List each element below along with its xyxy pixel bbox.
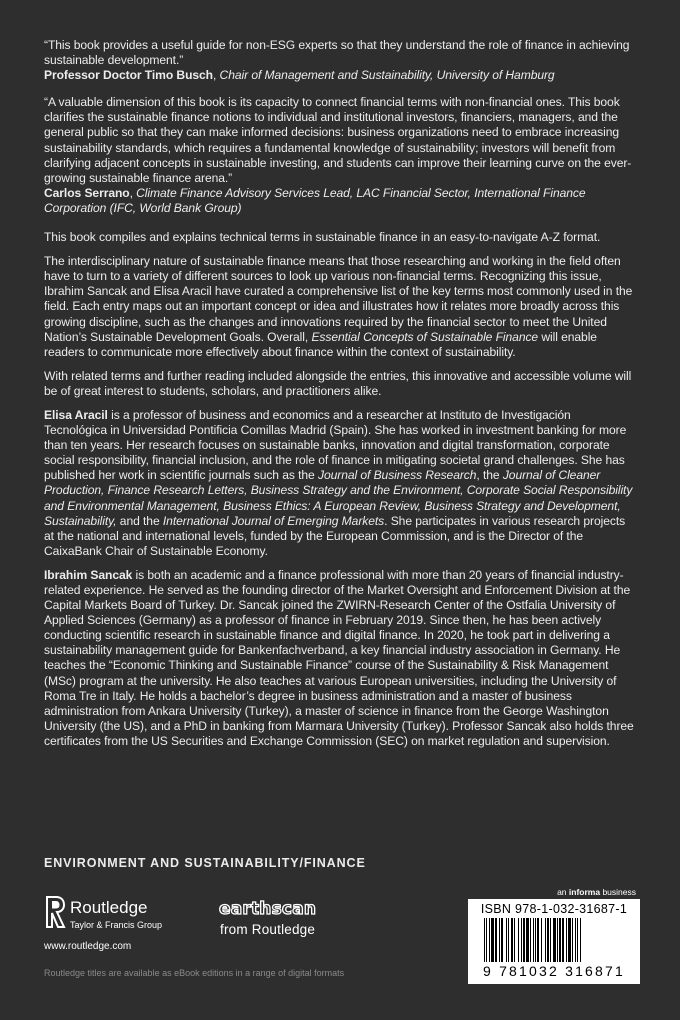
- informa-prefix: an: [557, 887, 569, 897]
- quote-author: Carlos Serrano: [44, 185, 130, 200]
- earthscan-from: from Routledge: [220, 922, 316, 937]
- bio-text: . She participates in various research projects at the national and international levels, funded by the European Commission, and is the Director of the CaixaBank Chair of Sustainable Economy.: [44, 513, 626, 558]
- routledge-name: Routledge: [70, 898, 148, 917]
- barcode-digits: 9 781032 316871: [483, 963, 625, 979]
- quote-affiliation: Chair of Management and Sustainability, University of Hamburg: [219, 68, 555, 83]
- informa-brand: informa: [568, 887, 601, 897]
- author-name: Ibrahim Sancak: [44, 567, 133, 582]
- journal-title: Journal of Cleaner Production, Finance Research Letters, Business Strategy and the Environment, Corporate Social Responsibility and Environmental Management, Business Ethics: A European Review, Business Strategy and Development, Sustainability,: [44, 468, 633, 528]
- back-cover-text: [44, 38, 636, 749]
- barcode-bars: [482, 918, 626, 962]
- quote-text: “This book provides a useful guide for non-ESG experts so that they understand the role of finance in achieving sustainable development.”: [44, 38, 630, 68]
- routledge-group: Taylor & Francis Group: [70, 920, 163, 930]
- routledge-r-icon: [44, 895, 66, 929]
- description-paragraph-3: With related terms and further reading included alongside the entries, this innovative and accessible volume will be of great interest to students, scholars, and practitioners alike.: [44, 368, 632, 398]
- publisher-url: www.routledge.com: [44, 941, 132, 952]
- quote-author: Professor Doctor Timo Busch: [44, 68, 213, 83]
- earthscan-wordmark: earthscan: [219, 899, 317, 919]
- isbn-barcode: [468, 899, 640, 984]
- book-title: Essential Concepts of Sustainable Finance: [311, 329, 539, 344]
- description-text: The interdisciplinary nature of sustainable finance means that those researching and working in the field often have to turn to a variety of different sources to look up various non-financial terms. Recognizing this issue, Ibrahim Sancak and Elisa Aracil have curated a comprehensive list of the key terms most commonly used in the field. Each entry maps out an important concept or idea and illustrates how it relates more broadly across this growing discipline, such as the changes and innovations required by the financial sector to meet the United Nation’s Sustainable Development Goals. Overall,: [44, 254, 633, 344]
- informa-business-label: [557, 887, 636, 897]
- bio-text: and the: [116, 513, 163, 528]
- quote-text: “A valuable dimension of this book is its capacity to connect financial terms with non-financial ones. This book clarifies the sustainable finance notions to individual and institutional investors, financiers, managers, and the general public so that they can make informed decisions: business organizations need to embrace increasing sustainability standards, which requires a fundamental knowledge of sustainability; investors will benefit from clarifying adjacent concepts in sustainable investing, and students can improve their learning curve on the ever-growing sustainable finance arena.”: [44, 95, 632, 185]
- earthscan-logo: [219, 899, 339, 944]
- quote-attribution: Professor Doctor Timo Busch, Chair of Management and Sustainability, University of Hamburg: [44, 68, 555, 83]
- author-name: Elisa Aracil: [44, 407, 108, 422]
- description-paragraph-1: This book compiles and explains technical terms in sustainable finance in an easy-to-navigate A-Z format.: [44, 230, 601, 245]
- quote-affiliation: Climate Finance Advisory Services Lead, LAC Financial Sector, International Finance Corporation (IFC, World Bank Group): [44, 185, 586, 215]
- subject-category: ENVIRONMENT AND SUSTAINABILITY/FINANCE: [44, 856, 366, 870]
- informa-suffix: business: [600, 887, 636, 897]
- endorsement-quote-1: [44, 38, 636, 83]
- ebook-note: Routledge titles are available as eBook editions in a range of digital formats: [44, 968, 345, 978]
- bio-text: is both an academic and a finance professional with more than 20 years of financial industry-related experience. He served as the founding director of the Market Oversight and Enforcement Division at the Capital Markets Board of Turkey. Dr. Sancak joined the ZWIRN-Research Center of the Ostfalia University of Applied Sciences (Germany) as a professor of finance in February 2019. Since then, he has been actively conducting scientific research in sustainable finance and digital finance. In 2020, he took part in delivering a sustainability management guide for Bankenfachverband, a key financial industry association in Germany. He teaches the “Economic Thinking and Sustainable Finance” course of the Sustainability & Risk Management (MSc) program at the university. He also teaches at various European universities, including the University of Roma Tre in Italy. He holds a bachelor’s degree in business administration and a master of business administration from Ankara University (Turkey), a master of science in finance from the George Washington University (the US), and a PhD in banking from Marmara University (Turkey). Professor Sancak also holds three certificates from the US Securities and Exchange Commission (SEC) on market regulation and supervision.: [44, 567, 634, 748]
- description-text: will enable readers to communicate more effectively about finance within the context of sustainability.: [44, 329, 597, 359]
- quote-attribution: Carlos Serrano, Climate Finance Advisory Services Lead, LAC Financial Sector, International Finance Corporation (IFC, World Bank Group): [44, 185, 586, 215]
- author-bio-aracil: [44, 408, 636, 559]
- bio-text: is a professor of business and economics and a researcher at Instituto de Investigación Tecnológica in Universidad Pontificia Comillas Madrid (Spain). She has worked in investment banking for more than ten years. Her research focuses on sustainable banks, innovation and digital transformation, corporate social responsibility, financial inclusion, and the role of finance in mitigating societal grand challenges. She has published her work in scientific journals such as the: [44, 407, 627, 483]
- journal-title: Journal of Business Research: [317, 468, 477, 483]
- bio-text: , the: [476, 468, 503, 483]
- description-paragraph-2: [44, 254, 636, 360]
- journal-title: International Journal of Emerging Markets: [162, 513, 385, 528]
- author-bio-sancak: [44, 568, 636, 749]
- endorsement-quote-2: [44, 95, 636, 216]
- isbn-number: ISBN 978-1-032-31687-1: [480, 902, 628, 916]
